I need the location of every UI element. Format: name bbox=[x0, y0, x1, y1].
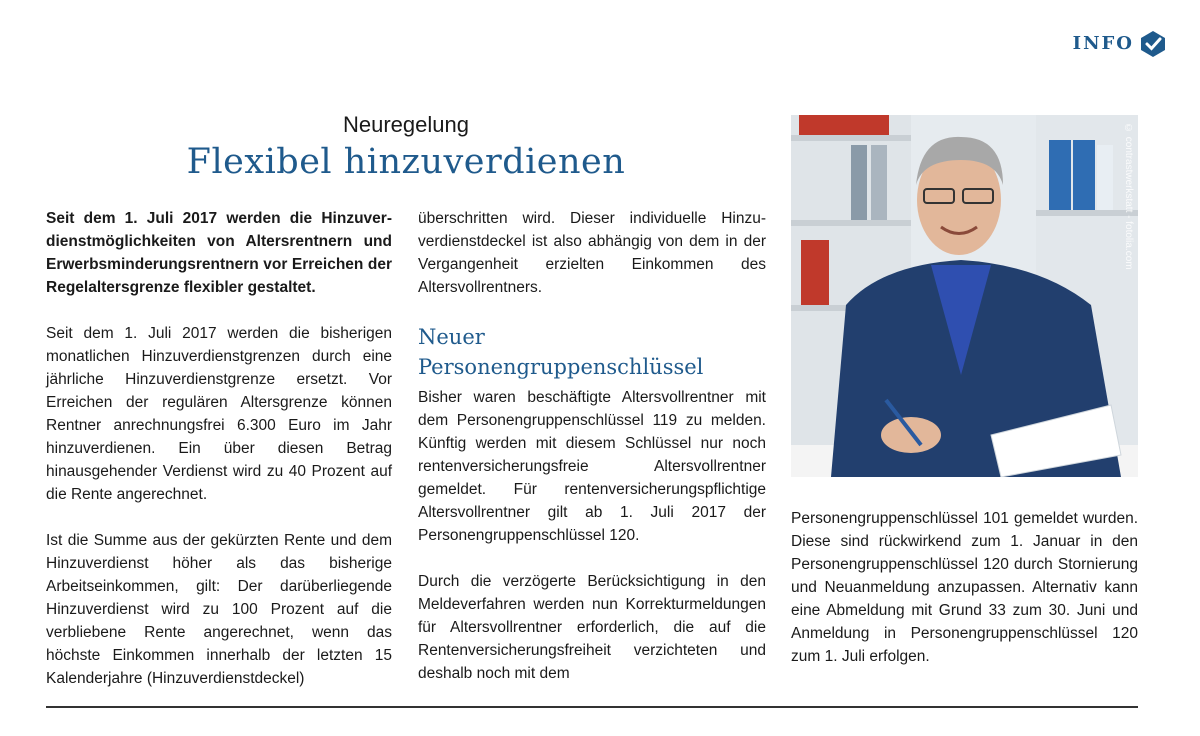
bottom-divider bbox=[46, 706, 1138, 708]
column-2 bbox=[418, 207, 766, 708]
body-paragraph: überschritten wird. Dieser individuelle Hinzuverdienstdeckel ist also abhängig von dem in der Vergangenheit erzielten Einkommen des Altersvollrentners. bbox=[418, 210, 766, 296]
body-paragraph: Personengruppenschlüssel 101 gemeldet wurden. Diese sind rückwirkend zum 1. Januar in den Personengruppenschlüssel 120 durch Stornierung und Neuanmeldung anzupassen. Alternativ kann eine Abmeldung mit Grund 33 zum 30. Juni und Anmeldung in Personengruppenschlüssel 120 zum 1. Juli erfolgen. bbox=[791, 510, 1138, 665]
photo-credit: © contrastwerkstatt - fotolia.com bbox=[1123, 123, 1134, 270]
body-paragraph: Durch die verzögerte Berücksichtigung in den Meldeverfahren werden nun Korrekturmeldungen für Altersvollrentner erforderlich, die auf die Rentenversicherungsfreiheit verzichteten und deshalb noch mit dem bbox=[418, 573, 766, 682]
checkmark-hexagon-icon bbox=[1139, 30, 1167, 58]
body-paragraph: Ist die Summe aus der gekürzten Rente und dem Hinzuverdienst höher als das bisherige Arbeitseinkommen, gilt: Der darüberliegende Hinzuverdienst wird zu 100 Prozent auf die verbliebene Rente angerechnet, wenn das höchste Einkommen innerhalb der letzten 15 Kalenderjahre (Hinzuverdienstdeckel) bbox=[46, 532, 392, 687]
body-paragraph: Bisher waren beschäftigte Altersvollrentner mit dem Personengruppenschlüssel 119 zu melden. Künftig werden mit diesem Schlüssel nur noch rentenversicherungsfreie Altersvollrentner gemeldet. Für rentenversicherungspflichtige Altersvollrentner gilt ab 1. Juli 2017 der Personengruppenschlüssel 120. bbox=[418, 389, 766, 544]
body-paragraph: Seit dem 1. Juli 2017 werden die bisherigen monatlichen Hinzuverdienstgrenzen durch eine jährliche Hinzuverdienstgrenze ersetzt. Vor Erreichen der regulären Altersgrenze können Rentner anrechnungsfrei 6.300 Euro im Jahr hinzuverdienen. Ein über diesen Betrag hinausgehender Verdienst wird zu 40 Prozent auf die Rente angerechnet. bbox=[46, 325, 392, 503]
column-1 bbox=[46, 207, 392, 713]
article-title: Flexibel hinzuverdienen bbox=[186, 142, 626, 182]
section-label: INFO bbox=[1072, 33, 1134, 54]
photo-illustration bbox=[791, 115, 1138, 477]
article-kicker: Neuregelung bbox=[343, 112, 469, 137]
businessman-photo bbox=[791, 115, 1138, 477]
lead-paragraph: Seit dem 1. Juli 2017 werden die Hinzuverdienstmöglichkeiten von Altersrentnern und Erwerbsminderungsrentnern vor Erreichen der Regelaltersgrenze flexibler gestaltet. bbox=[46, 210, 392, 296]
column-3 bbox=[791, 507, 1138, 691]
section-subheading: Neuer Personengruppenschlüssel bbox=[418, 325, 704, 379]
